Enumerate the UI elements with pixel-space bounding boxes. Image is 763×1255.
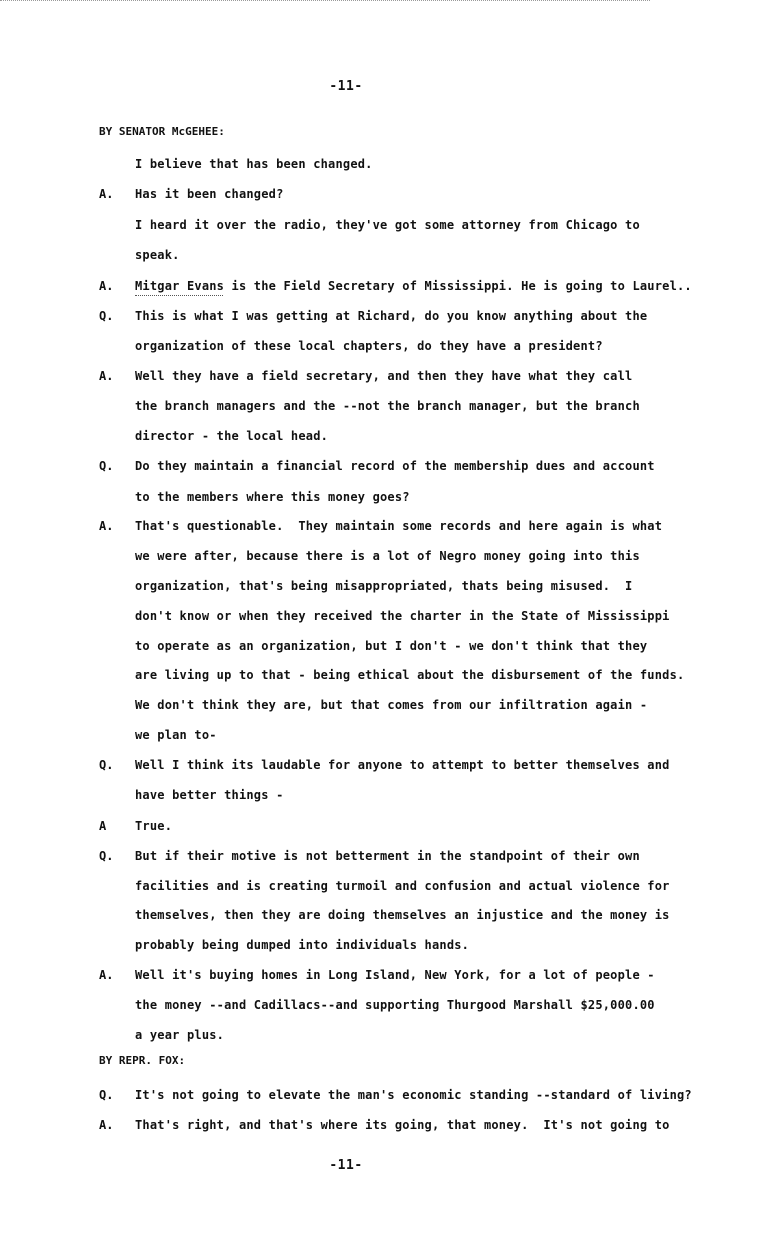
transcript-line: speak.	[135, 248, 180, 262]
handwritten-underline-mark	[135, 295, 223, 296]
transcript-line: director - the local head.	[135, 429, 329, 443]
transcript-line: the money --and Cadillacs--and supporting Thurgood Marshall $25,000.00	[135, 998, 655, 1012]
transcript-line: we were after, because there is a lot of Negro money going into this	[135, 549, 640, 563]
transcript-line: a year plus.	[135, 1028, 225, 1042]
speaker-label: A.	[99, 279, 114, 293]
transcript-line: Do they maintain a financial record of the membership dues and account	[135, 459, 655, 473]
speaker-label: Q.	[99, 309, 114, 323]
transcript-line: are living up to that - being ethical about the disbursement of the funds.	[135, 668, 685, 682]
top-dotted-border	[0, 0, 650, 1]
transcript-line: It's not going to elevate the man's economic standing --standard of living?	[135, 1088, 692, 1102]
speaker-label: Q.	[99, 758, 114, 772]
transcript-line: probably being dumped into individuals hands.	[135, 938, 470, 952]
transcript-line: Mitgar Evans is the Field Secretary of Mississippi. He is going to Laurel..	[135, 279, 692, 293]
transcript-line: Has it been changed?	[135, 187, 284, 201]
speaker-label: Q.	[99, 1088, 114, 1102]
transcript-line: I believe that has been changed.	[135, 157, 373, 171]
examiner-heading: BY REPR. FOX:	[99, 1054, 186, 1067]
speaker-label: A.	[99, 369, 114, 383]
speaker-label: A.	[99, 187, 114, 201]
transcript-line: Well they have a field secretary, and then they have what they call	[135, 369, 633, 383]
examiner-heading: BY SENATOR McGEHEE:	[99, 125, 225, 138]
speaker-label: A.	[99, 1118, 114, 1132]
transcript-line: That's questionable. They maintain some records and here again is what	[135, 519, 663, 533]
footer-page-number: -11-	[329, 1158, 363, 1173]
transcript-line: This is what I was getting at Richard, do you know anything about the	[135, 309, 648, 323]
transcript-line: themselves, then they are doing themselves an injustice and the money is	[135, 908, 670, 922]
transcript-line: Well I think its laudable for anyone to attempt to better themselves and	[135, 758, 670, 772]
speaker-label: A.	[99, 519, 114, 533]
speaker-label: A	[99, 819, 107, 833]
speaker-label: Q.	[99, 849, 114, 863]
transcript-line: organization of these local chapters, do they have a president?	[135, 339, 603, 353]
transcript-line: don't know or when they received the charter in the State of Mississippi	[135, 609, 670, 623]
header-page-number: -11-	[329, 79, 363, 94]
transcript-line: to the members where this money goes?	[135, 490, 410, 504]
speaker-label: Q.	[99, 459, 114, 473]
transcript-line: But if their motive is not betterment in the standpoint of their own	[135, 849, 640, 863]
transcript-line: have better things -	[135, 788, 284, 802]
transcript-line: I heard it over the radio, they've got some attorney from Chicago to	[135, 218, 640, 232]
transcript-line: organization, that's being misappropriated, thats being misused. I	[135, 579, 633, 593]
transcript-line: That's right, and that's where its going, that money. It's not going to	[135, 1118, 670, 1132]
transcript-line: the branch managers and the --not the branch manager, but the branch	[135, 399, 640, 413]
transcript-line: facilities and is creating turmoil and confusion and actual violence for	[135, 879, 670, 893]
transcript-line: True.	[135, 819, 173, 833]
transcript-line: we plan to-	[135, 728, 217, 742]
transcript-line: We don't think they are, but that comes from our infiltration again -	[135, 698, 648, 712]
transcript-line: Well it's buying homes in Long Island, New York, for a lot of people -	[135, 968, 655, 982]
speaker-label: A.	[99, 968, 114, 982]
transcript-line: to operate as an organization, but I don't - we don't think that they	[135, 639, 648, 653]
